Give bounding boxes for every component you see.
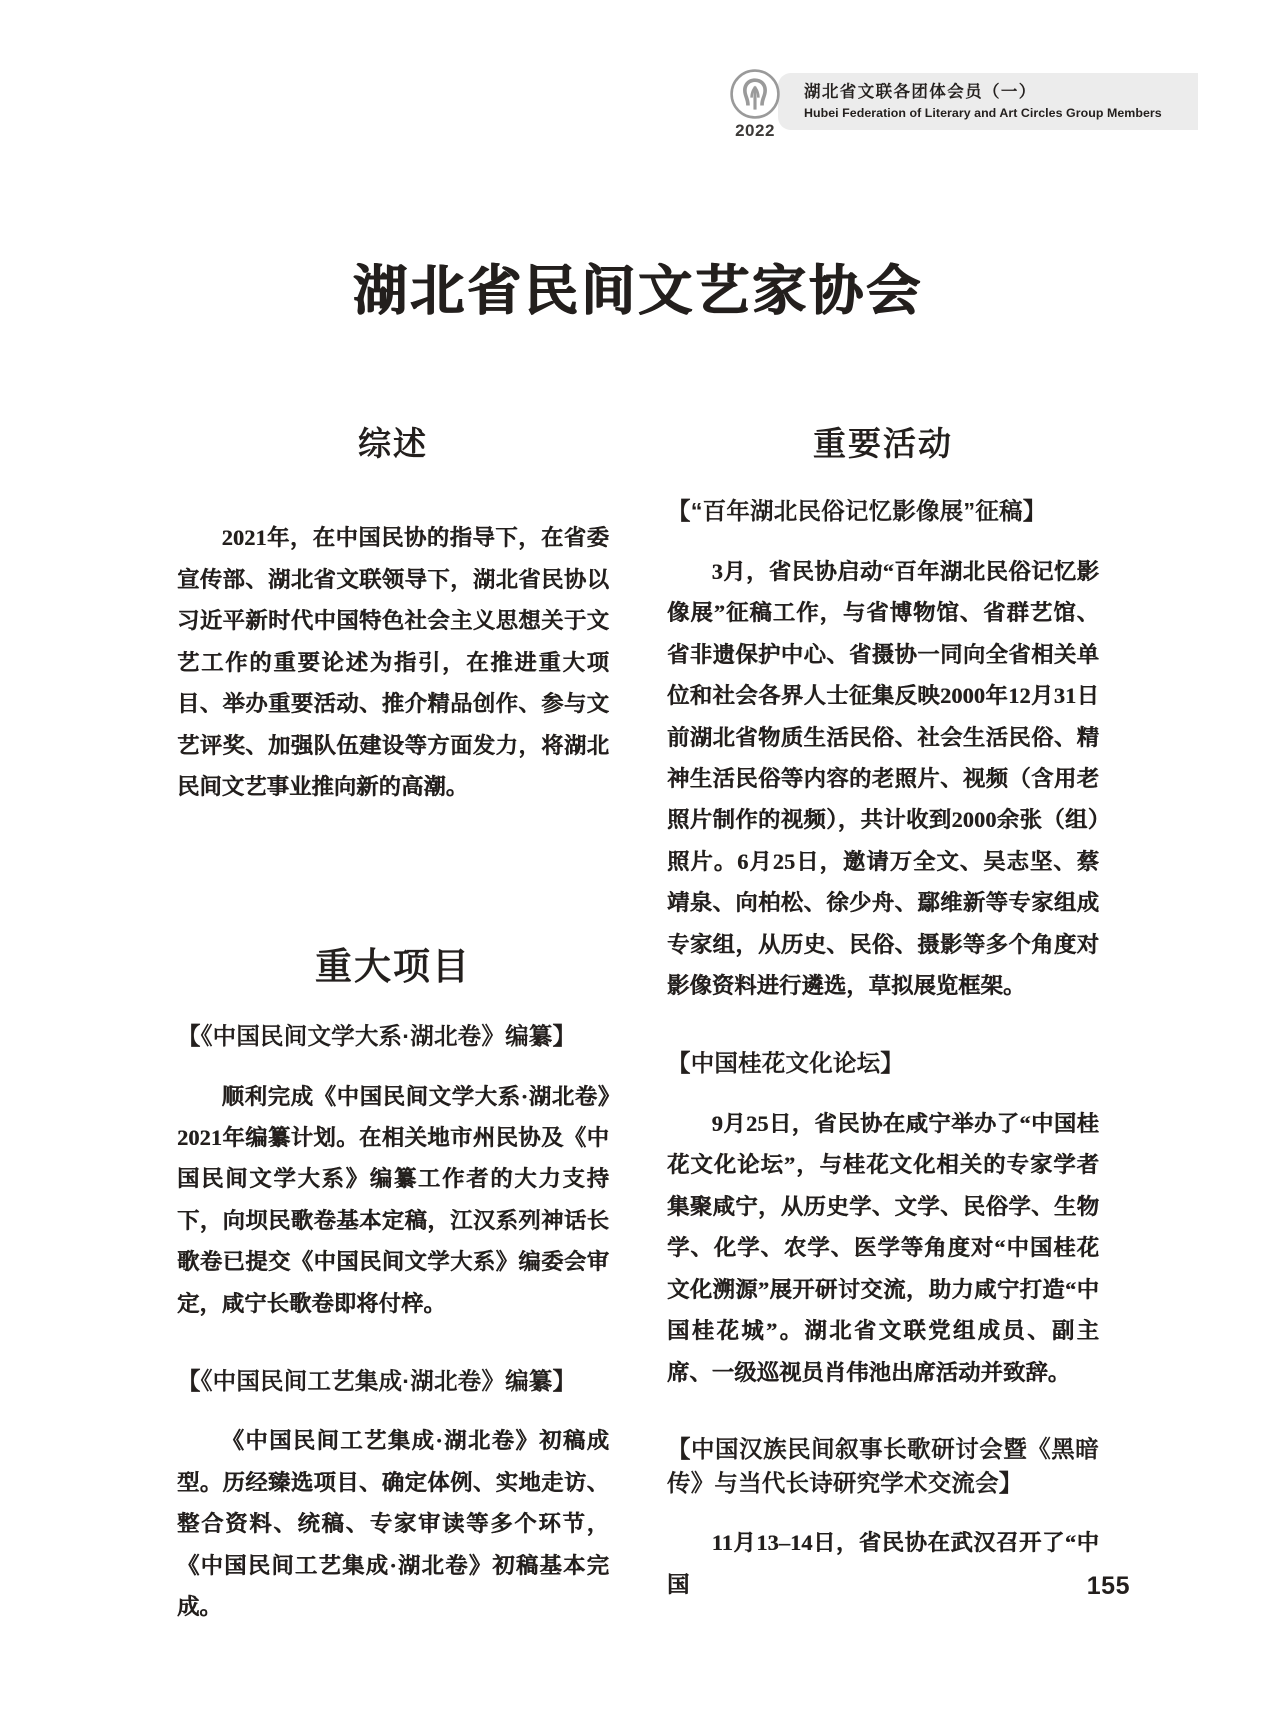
page-title: 湖北省民间文艺家协会 [353, 261, 923, 322]
subheading-photo-exhibition: 【“百年湖北民俗记忆影像展”征稿】 [667, 498, 1047, 524]
header-title-en: Hubei Federation of Literary and Art Circles Group Members [804, 106, 1162, 121]
spacer [667, 1415, 1099, 1433]
subheading-crafts-volume: 【《中国民间工艺集成·湖北卷》编纂】 [177, 1367, 577, 1394]
header-title-plate [778, 73, 1198, 130]
paragraph-dacheng-volume: 顺利完成《中国民间文学大系·湖北卷》2021年编纂计划。在相关地市州民协及《中国民间文学大系》编纂工作者的大力支持下，向坝民歌卷基本定稿，江汉系列神话长歌卷已提交《中国民间文学大系》编委会审定，咸宁长歌卷即将付梓。 [177, 1083, 609, 1316]
header-title-cn: 湖北省文联各团体会员（一） [804, 83, 1037, 101]
right-column [667, 418, 1099, 1597]
paragraph-long-song-symposium: 11月13–14日，省民协在武汉召开了“中国 [667, 1530, 1099, 1597]
paragraph-photo-exhibition: 3月，省民协启动“百年湖北民俗记忆影像展”征稿工作，与省博物馆、省群艺馆、省非遗保护中心、省摄协一同向全省相关单位和社会各界人士征集反映2000年12月31日前湖北省物质生活民俗、社会生活民俗、精神生活民俗等内容的老照片、视频（含用老照片制作的视频），共计收到2000余张（组）照片。6月25日，邀请万全文、吴志坚、蔡靖泉、向柏松、徐少舟、鄢维新等专家组成专家组，从历史、民俗、摄影等多个角度对影像资料进行遴选，草拟展览框架。 [667, 558, 1099, 999]
emblem-block [718, 68, 792, 141]
subheading-dacheng-volume: 【《中国民间文学大系·湖北卷》编纂】 [177, 1022, 577, 1049]
federation-emblem-icon [729, 68, 781, 120]
spacer [667, 465, 1099, 495]
page-number: 155 [1086, 1572, 1130, 1600]
section-heading-major-projects: 重大项目 [315, 945, 471, 987]
subheading-long-song-symposium: 【中国汉族民间叙事长歌研讨会暨《黑暗传》与当代长诗研究学术交流会】 [667, 1436, 1099, 1496]
page-header [0, 68, 1276, 146]
paragraph-crafts-volume: 《中国民间工艺集成·湖北卷》初稿成型。历经臻选项目、确定体例、实地走访、整合资料、统稿、专家审读等多个环节，《中国民间工艺集成·湖北卷》初稿基本完成。 [177, 1428, 609, 1620]
spacer [177, 1347, 609, 1365]
paragraph-osmanthus-forum: 9月25日，省民协在咸宁举办了“中国桂花文化论坛”，与桂花文化相关的专家学者集聚咸宁，从历史学、文学、民俗学、生物学、化学、农学、医学等角度对“中国桂花文化溯源”展开研讨交流，助力咸宁打造“中国桂花城”。湖北省文联党组成员、副主席、一级巡视员肖伟池出席活动并致辞。 [667, 1110, 1099, 1385]
subheading-osmanthus-forum: 【中国桂花文化论坛】 [667, 1050, 904, 1077]
spacer [177, 465, 609, 495]
spacer [667, 1029, 1099, 1047]
overview-paragraph: 2021年，在中国民协的指导下，在省委宣传部、湖北省文联领导下，湖北省民协以习近平新时代中国特色社会主义思想关于文艺工作的重要论述为指引，在推进重大项目、举办重要活动、推介精品创作、参与文艺评奖、加强队伍建设等方面发力，将湖北民间文艺事业推向新的高潮。 [177, 525, 609, 800]
emblem-year: 2022 [735, 121, 775, 140]
section-heading-key-activities: 重要活动 [813, 425, 953, 462]
left-column [177, 418, 609, 1620]
header-inner [718, 68, 1198, 141]
spacer [177, 830, 609, 936]
spacer [177, 990, 609, 1020]
section-heading-overview: 综述 [358, 425, 428, 462]
